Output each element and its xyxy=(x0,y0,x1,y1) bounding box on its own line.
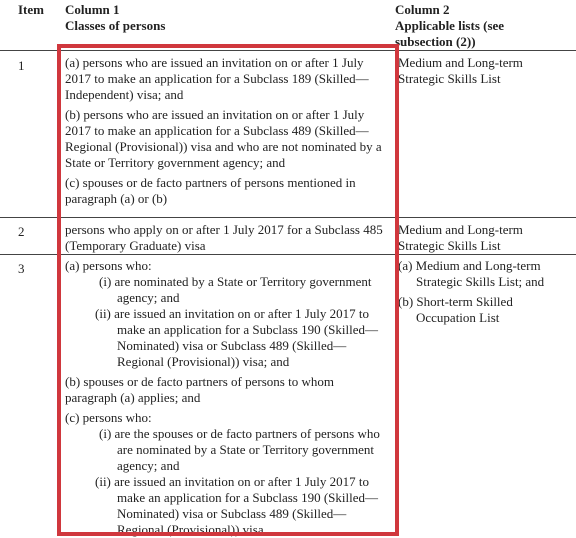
header-column2-subtitle-1: Applicable lists (see xyxy=(395,18,505,33)
row3-col2 xyxy=(398,258,568,326)
row3-col1 xyxy=(65,258,383,538)
row3-para-c-ii: (ii) are issued an invitation on or after 1 July 2017 to make an application for a Subclass 190 (Skilled—Nominated) visa or Subclass 489 (Skilled—Regional (Provisional)) visa xyxy=(95,474,379,537)
row1-para-b: (b) persons who are issued an invitation on or after 1 July 2017 to make an application for a Subclass 489 (Skilled—Regional (Provisional)) visa and who are not nominated by a State or Territory government agency; and xyxy=(65,107,382,170)
row2-para: persons who apply on or after 1 July 2017 for a Subclass 485 (Temporary Graduate) visa xyxy=(65,222,383,253)
row3-list-a: (a) Medium and Long-term Strategic Skills List; and xyxy=(398,258,545,289)
row2-list-line2: Strategic Skills List xyxy=(398,238,501,253)
row2-col2 xyxy=(398,222,568,254)
row3-para-a-ii: (ii) are issued an invitation on or after 1 July 2017 to make an application for a Subclass 190 (Skilled—Nominated) visa or Subclass 489 (Skilled—Regional (Provisional)) visa; and xyxy=(95,306,379,369)
header-column2-title: Column 2 xyxy=(395,2,450,17)
row2-item: 2 xyxy=(18,224,25,239)
row1-col2 xyxy=(398,55,568,87)
row3-item: 3 xyxy=(18,261,25,276)
row3-para-b: (b) spouses or de facto partners of persons to whom paragraph (a) applies; and xyxy=(65,374,334,405)
header-item: Item xyxy=(18,2,44,17)
row1-rule xyxy=(0,217,576,218)
header-column1-title: Column 1 xyxy=(65,2,120,17)
header-column2-subtitle-2: subsection (2)) xyxy=(395,34,476,49)
row2-rule xyxy=(0,254,576,255)
row2-col1 xyxy=(65,222,383,254)
header-rule xyxy=(0,50,576,51)
row3-para-c: (c) persons who: xyxy=(65,410,152,425)
row1-list-line2: Strategic Skills List xyxy=(398,71,501,86)
row2-list-line1: Medium and Long-term xyxy=(398,222,523,237)
row1-para-c: (c) spouses or de facto partners of persons mentioned in paragraph (a) or (b) xyxy=(65,175,356,206)
row3-para-a-i: (i) are nominated by a State or Territory government agency; and xyxy=(99,274,372,305)
row1-para-a: (a) persons who are issued an invitation on or after 1 July 2017 to make an application for a Subclass 189 (Skilled—Independent) visa; and xyxy=(65,55,369,102)
header-column1-subtitle: Classes of persons xyxy=(65,18,166,33)
row1-col1 xyxy=(65,55,383,211)
row1-item: 1 xyxy=(18,58,25,73)
row1-list-line1: Medium and Long-term xyxy=(398,55,523,70)
row3-para-a: (a) persons who: xyxy=(65,258,152,273)
row3-list-b: (b) Short-term Skilled Occupation List xyxy=(398,294,513,325)
row3-para-c-i: (i) are the spouses or de facto partners of persons who are nominated by a State or Territory government agency; and xyxy=(99,426,380,473)
